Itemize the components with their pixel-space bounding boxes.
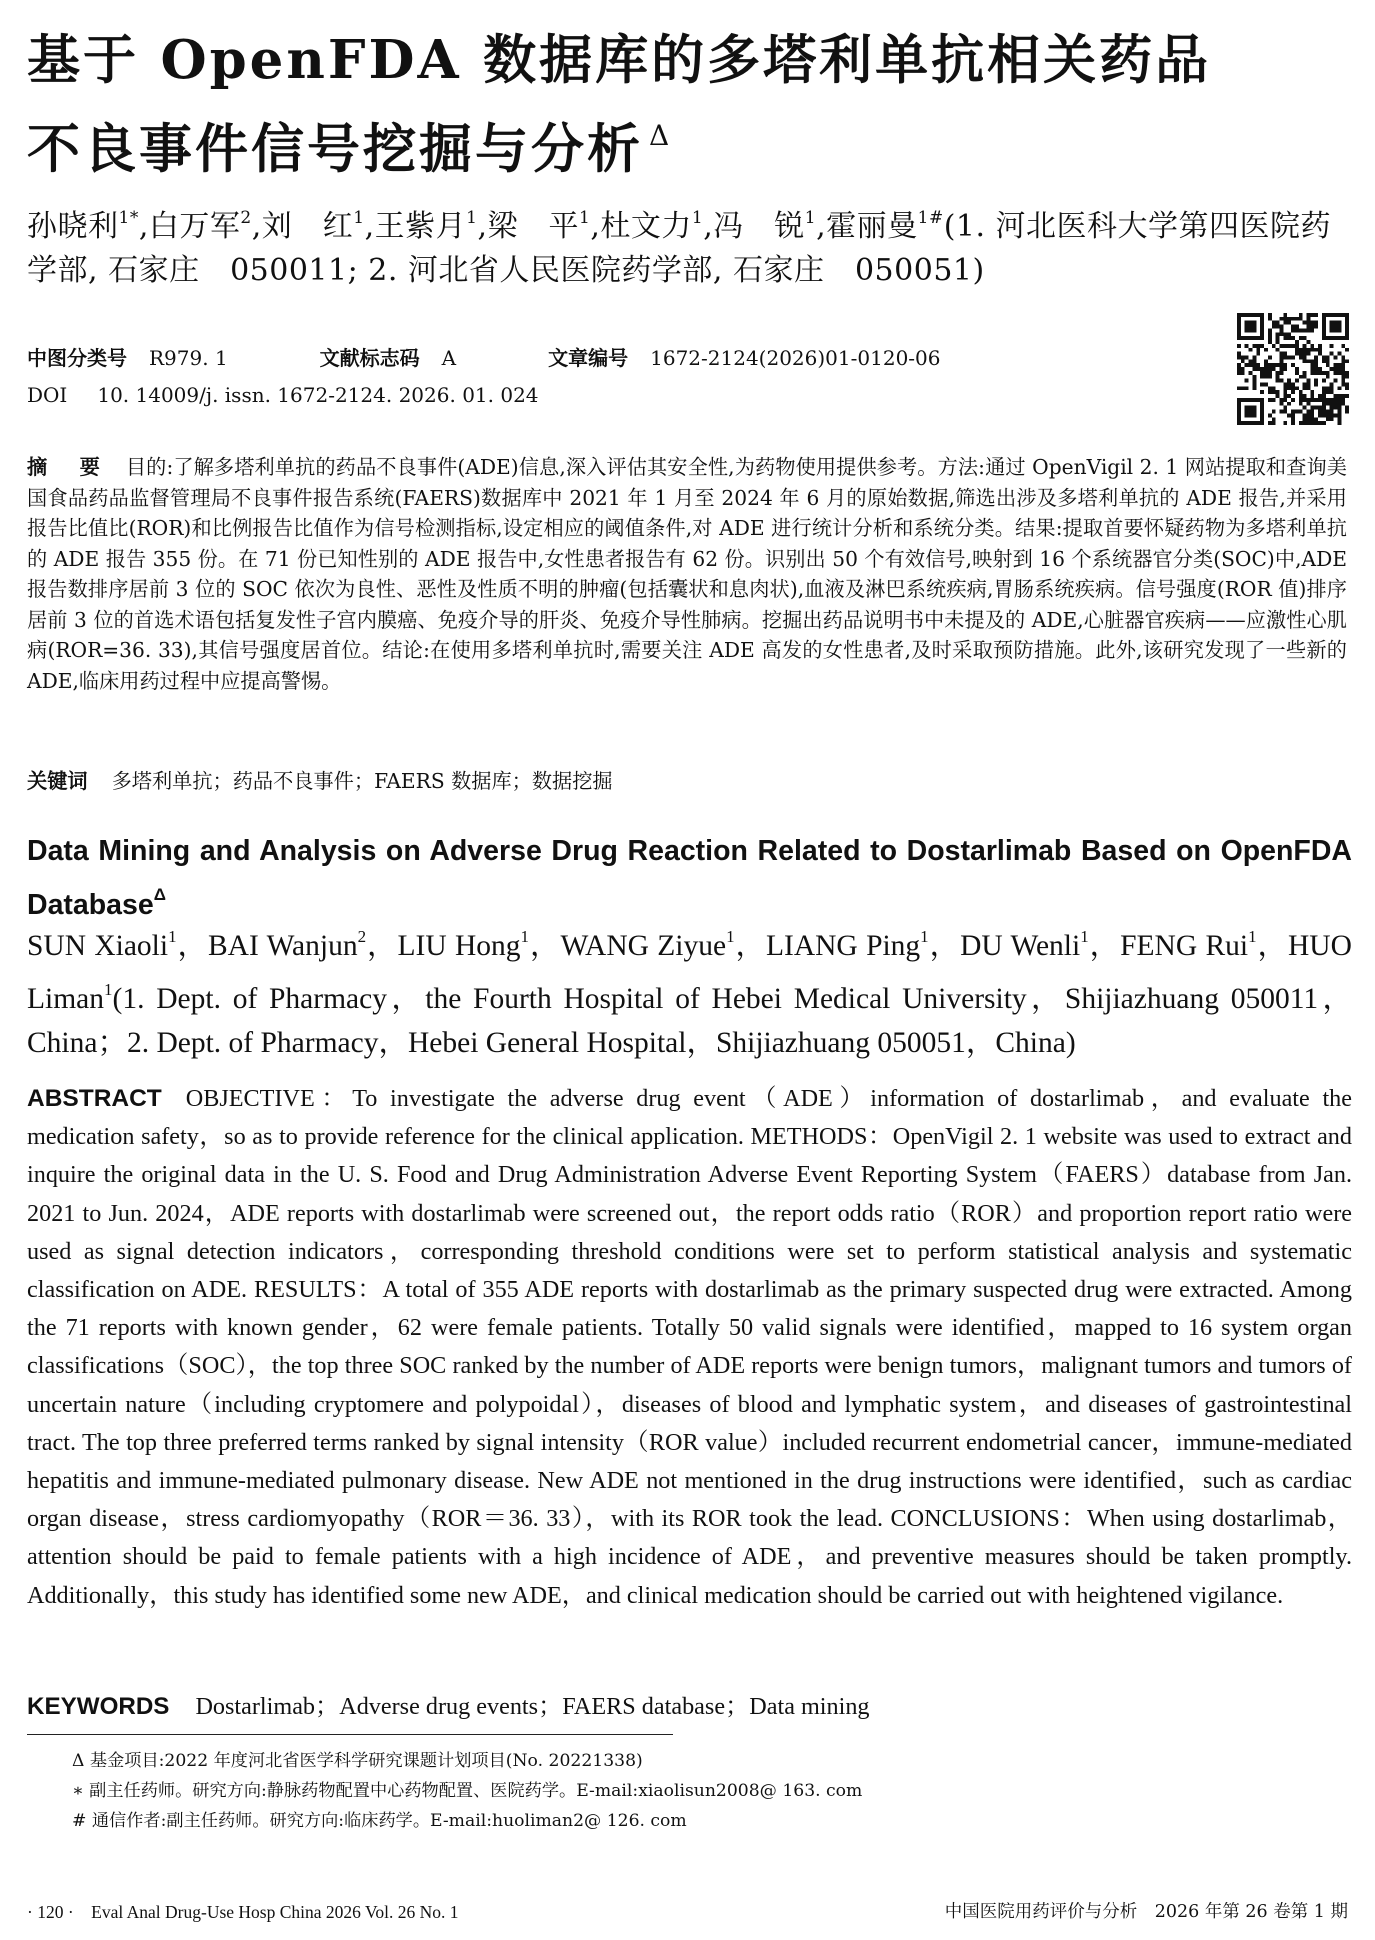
doi-line [27, 380, 539, 410]
classification-line [27, 343, 941, 373]
english-title-text: Data Mining and Analysis on Adverse Drug Reaction Related to Dostarlimab Based on OpenFDA Database [27, 835, 1352, 921]
chinese-author-list: 孙晓利$^{1*}$,白万军$^2$,刘 红$^1$,王紫月$^1$,梁 平$^1$,杜文力$^1$,冯 锐$^1$,霍丽曼$^{1\#}$ [27, 208, 944, 244]
author-name: HUO Liman$^1$ [27, 930, 1352, 1015]
qr-code-icon [1237, 313, 1349, 425]
chinese-title [27, 22, 1357, 187]
author-affiliation-mark: 1 [104, 980, 113, 999]
english-fund-mark: Δ [153, 885, 166, 904]
author-affiliation-mark: 1 [520, 927, 530, 946]
author-name: WANG Ziyue$^1$ [560, 927, 735, 962]
english-abstract-text: OBJECTIVE：To investigate the adverse drug event（ADE）information of dostarlimab，and evaluate the medication safety，so as to provide reference for the clinical application. METHODS：OpenVigil 2. 1 website was used to extract and inquire the original data in the U. S. Food and Drug Administration Adverse Event Reporting System（FAERS）database from Jan. 2021 to Jun. 2024，ADE reports with dostarlimab were screened out，the report odds ratio（ROR）and proportion report ratio were used as signal detection indicators，corresponding threshold conditions were set to perform statistical analysis and systematic classification on ADE. RESULTS：A total of 355 ADE reports with dostarlimab as the primary suspected drug were extracted. Among the 71 reports with known gender，62 were female patients. Totally 50 valid signals were identified，mapped to 16 system organ classifications（SOC），the top three SOC ranked by the number of ADE reports were benign tumors，malignant tumors and tumors of uncertain nature（including cryptomere and polypoidal），diseases of blood and lymphatic system，and diseases of gastrointestinal tract. The top three preferred terms ranked by signal intensity（ROR value）included recurrent endometrial cancer，immune-mediated hepatitis and immune-mediated pulmonary disease. New ADE not mentioned in the drug instructions were identified，such as cardiac organ disease，stress cardiomyopathy（ROR＝36. 33），with its ROR took the lead. CONCLUSIONS：When using dostarlimab，attention should be paid to female patients with a high incidence of ADE，and preventive measures should be taken promptly. Additionally，this study has identified some new ADE，and clinical medication should be carried out with heightened vigilance. [27, 1085, 1352, 1609]
english-keywords [27, 1688, 870, 1726]
author-affiliation-mark: 1 [168, 927, 177, 946]
article-no-value: 1672-2124(2026)01-0120-06 [650, 346, 941, 370]
author-name: 冯 锐$^1$ [713, 208, 817, 244]
author-name: DU Wenli$^1$ [960, 927, 1089, 962]
chinese-authors [27, 196, 1357, 293]
author-affiliation-mark: 1* [118, 208, 139, 228]
doc-code-value: A [441, 346, 457, 370]
footnote-corresponding-author: # 通信作者:副主任药师。研究方向:临床药学。E-mail:huoliman2@ 126. com [72, 1811, 687, 1831]
author-name: 杜文力$^1$ [600, 208, 704, 244]
author-affiliation-mark: 2 [240, 208, 252, 228]
author-affiliation-mark: 1 [804, 208, 817, 228]
chinese-title-line-2-text: 不良事件信号挖掘与分析 [27, 118, 643, 180]
english-keyword: ； Data mining [725, 1693, 869, 1720]
chinese-keyword: ； 数据挖掘 [512, 769, 613, 793]
author-affiliation-mark: 1 [920, 927, 929, 946]
chinese-keyword: ； 药品不良事件 [213, 769, 354, 793]
english-keyword: ； FAERS database [538, 1693, 725, 1720]
clc-label: 中图分类号 [27, 346, 127, 370]
english-authors [27, 915, 1352, 1065]
author-name: SUN Xiaoli$^1$ [27, 927, 177, 962]
english-title [27, 829, 1352, 927]
footnote-divider [27, 1734, 673, 1735]
footnotes [72, 1746, 862, 1836]
english-abstract-label: ABSTRACT [27, 1085, 162, 1112]
footnote-first-author: ∗ 副主任药师。研究方向:静脉药物配置中心药物配置、医院药学。E-mail:xiaolisun2008@ 163. com [72, 1781, 863, 1801]
english-author-list: SUN Xiaoli$^1$，BAI Wanjun$^2$，LIU Hong$^1$，WANG Ziyue$^1$，LIANG Ping$^1$，DU Wenli$^1$，FENG Rui$^1$，HUO Liman$^1$ [27, 927, 1352, 1015]
author-name: 刘 红$^1$ [261, 208, 365, 244]
chinese-abstract-label: 摘 要 [27, 455, 106, 479]
chinese-title-line-1: 基于 OpenFDA 数据库的多塔利单抗相关药品 [27, 29, 1212, 91]
author-affiliation-mark: 1 [726, 927, 735, 946]
english-affiliation: (1. Dept. of Pharmacy，the Fourth Hospital of Hebei Medical University，Shijiazhuang 050011，China；2. Dept. of Pharmacy，Hebei General Hospital，Shijiazhuang 050051，China) [27, 983, 1352, 1059]
author-name: 霍丽曼$^{1\#}$ [826, 208, 944, 244]
chinese-keywords-label: 关键词 [27, 769, 88, 793]
chinese-keyword: 多塔利单抗 [111, 769, 213, 793]
author-name: FENG Rui$^1$ [1120, 927, 1257, 962]
author-affiliation-mark: 1 [466, 208, 478, 228]
clc-value: R979. 1 [149, 346, 228, 370]
footer-journal-info-cn: 中国医院用药评价与分析 2026 年第 26 卷第 1 期 [944, 1902, 1348, 1922]
chinese-keyword: ； FAERS 数据库 [354, 769, 512, 793]
author-name: LIU Hong$^1$ [397, 927, 530, 962]
author-name: 梁 平$^1$ [487, 208, 591, 244]
chinese-abstract-text: 目的:了解多塔利单抗的药品不良事件(ADE)信息,深入评估其安全性,为药物使用提供参考。方法:通过 OpenVigil 2. 1 网站提取和查询美国食品药品监督管理局不良事件报告系统(FAERS)数据库中 2021 年 1 月至 2024 年 6 月的原始数据,筛选出涉及多塔利单抗的 ADE 报告,并采用报告比值比(ROR)和比例报告比值作为信号检测指标,设定相应的阈值条件,对 ADE 进行统计分析和系统分类。结果:提取首要怀疑药物为多塔利单抗的 ADE 报告 355 份。在 71 份已知性别的 ADE 报告中,女性患者报告有 62 份。识别出 50 个有效信号,映射到 16 个系统器官分类(SOC)中,ADE 报告数排序居前 3 位的 SOC 依次为良性、恶性及性质不明的肿瘤(包括囊状和息肉状),血液及淋巴系统疾病,胃肠系统疾病。信号强度(ROR 值)排序居前 3 位的首选术语包括复发性子宫内膜癌、免疫介导的肝炎、免疫介导性肺病。挖掘出药品说明书中未提及的 ADE,心脏器官疾病——应激性心肌病(ROR=36. 33),其信号强度居首位。结论:在使用多塔利单抗时,需要关注 ADE 高发的女性患者,及时采取预防措施。此外,该研究发现了一些新的 ADE,临床用药过程中应提高警惕。 [27, 455, 1347, 693]
author-name: BAI Wanjun$^2$ [207, 927, 367, 962]
author-affiliation-mark: 1 [353, 208, 365, 228]
chinese-title-line-2 [27, 98, 1357, 187]
english-keywords-label: KEYWORDS [27, 1693, 170, 1720]
author-affiliation-mark: 1 [691, 208, 704, 228]
doc-code-label: 文献标志码 [319, 346, 420, 370]
chinese-affiliation: (1. 河北医科大学第四医院药学部, 石家庄 050011; 2. 河北省人民医院药学部, 石家庄 050051) [27, 209, 1332, 288]
fund-mark: Δ [649, 119, 673, 152]
author-name: 白万军$^2$ [148, 208, 252, 244]
author-affiliation-mark: 1 [1248, 927, 1257, 946]
author-name: 王紫月$^1$ [374, 208, 478, 244]
author-affiliation-mark: 1# [917, 208, 944, 228]
doi-value: 10. 14009/j. issn. 1672-2124. 2026. 01. 024 [97, 383, 539, 407]
author-affiliation-mark: 1 [579, 208, 591, 228]
author-affiliation-mark: 1 [1080, 927, 1089, 946]
author-name: 孙晓利$^{1*}$ [27, 208, 139, 244]
english-abstract [27, 1080, 1352, 1615]
chinese-abstract [27, 452, 1347, 696]
author-affiliation-mark: 2 [357, 927, 367, 946]
article-no-label: 文章编号 [548, 346, 629, 370]
english-keyword: ； Adverse drug events [315, 1693, 538, 1720]
chinese-keywords [27, 766, 613, 796]
english-keyword: Dostarlimab [195, 1693, 316, 1720]
footer-journal-info: · 120 · Eval Anal Drug-Use Hosp China 2026 Vol. 26 No. 1 [27, 1902, 459, 1922]
author-name: LIANG Ping$^1$ [765, 927, 929, 962]
footnote-fund: Δ 基金项目:2022 年度河北省医学科学研究课题计划项目(No. 20221338) [72, 1751, 643, 1771]
doi-label: DOI [27, 383, 68, 407]
